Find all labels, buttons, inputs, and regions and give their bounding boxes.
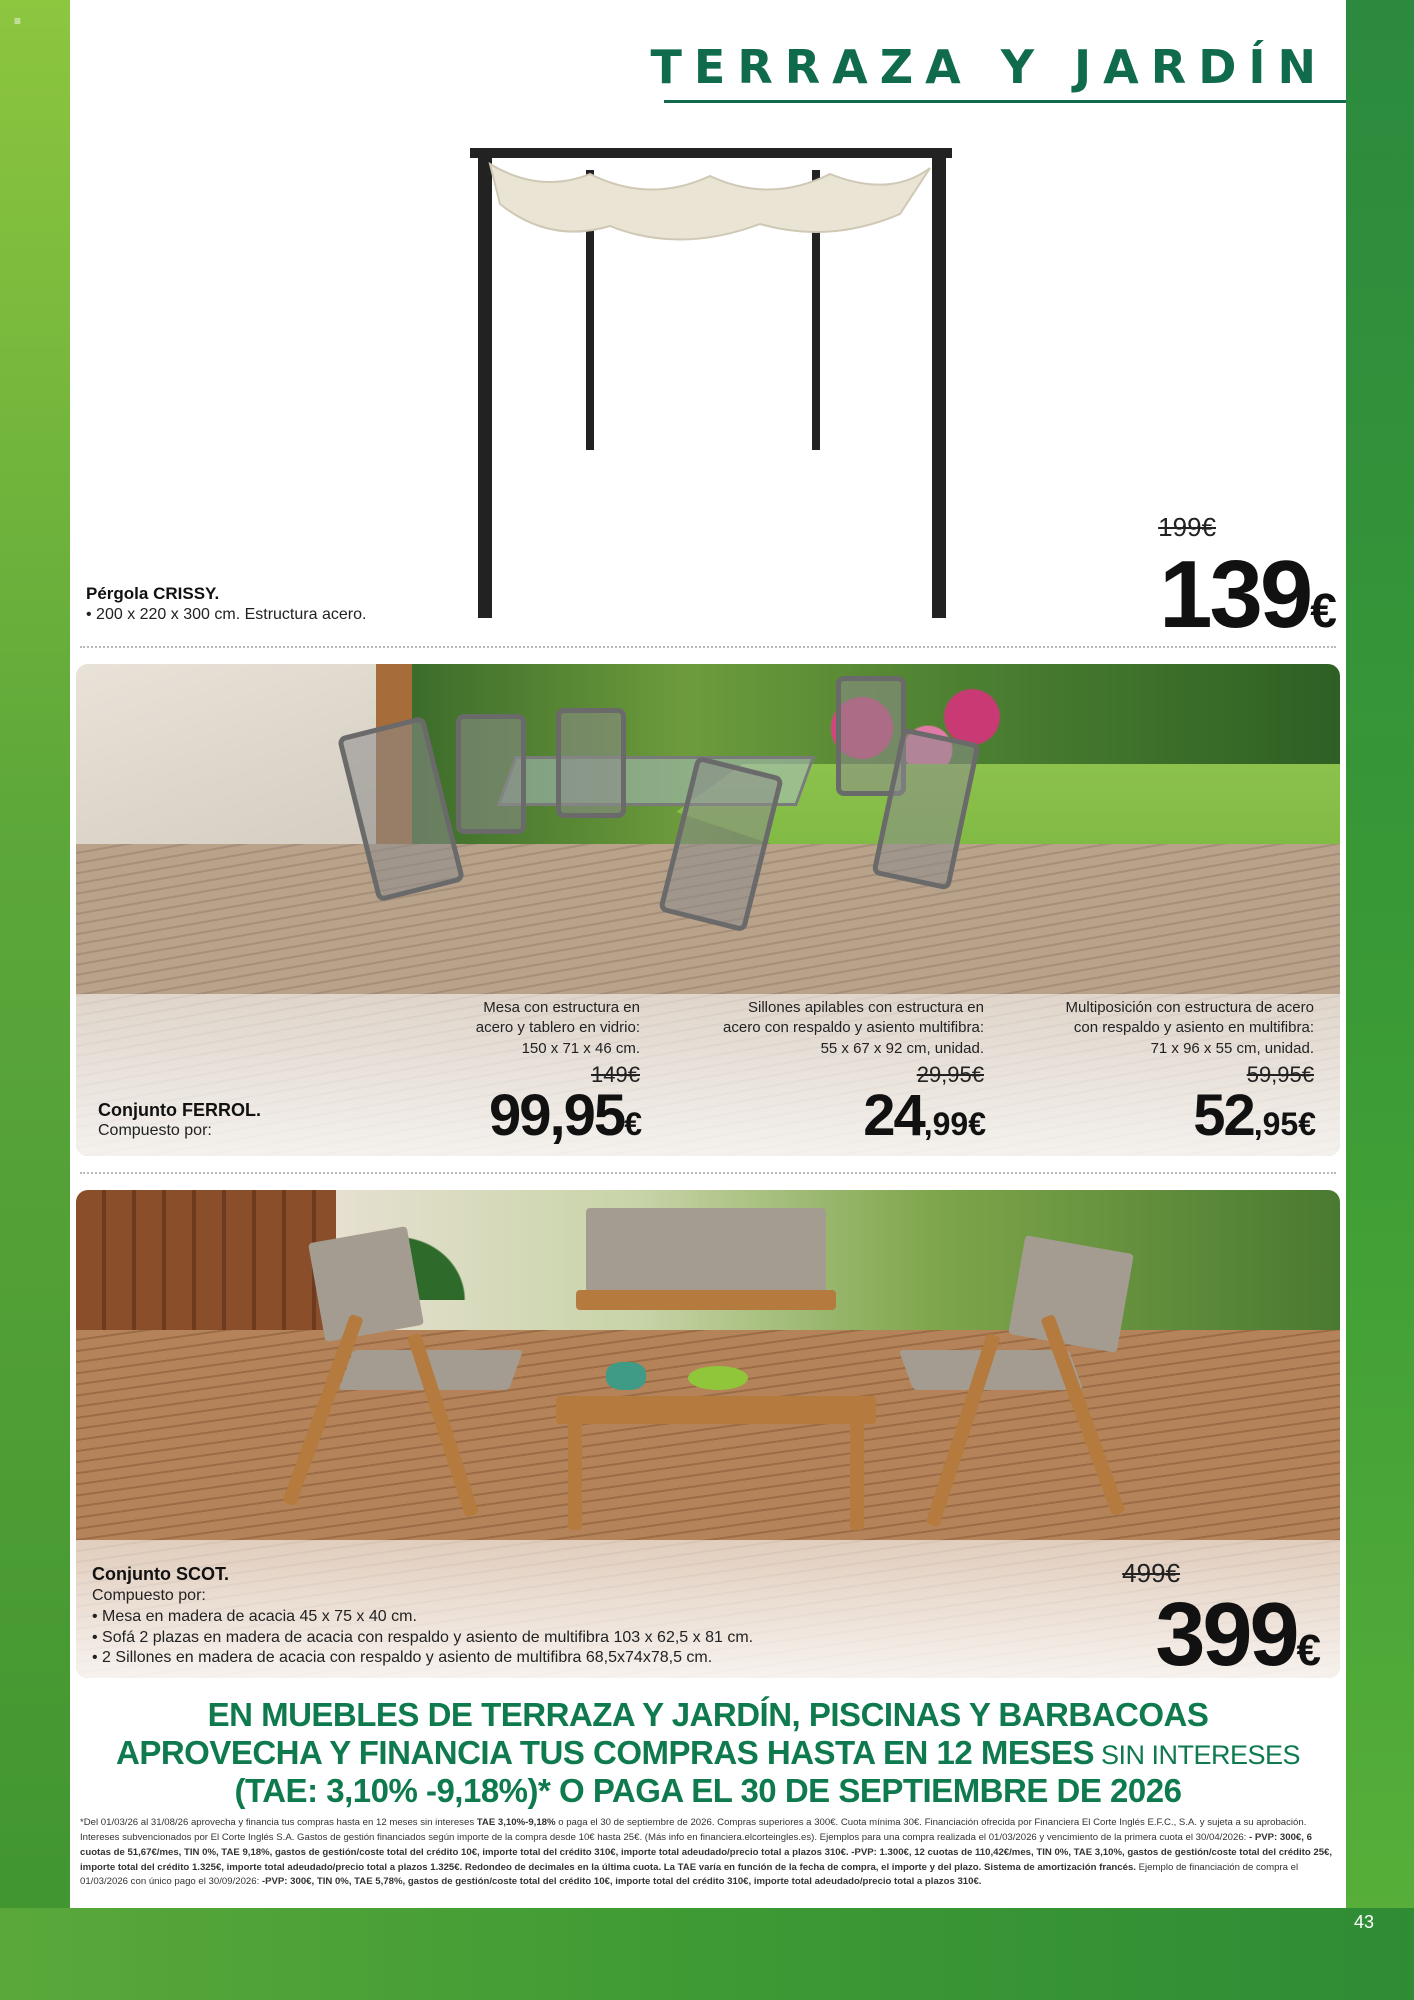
scot-sofa-back [586,1208,826,1298]
ferrol-table-desc [476,998,640,1059]
ferrol-chair-old-price: 29,95€ [916,1062,984,1087]
legal-part: o paga el 30 de septiembre de 2026. Compras superiores a 300€. Cuota mínima 30€. Financiación ofrecida por Financiera El Corte Inglés E.F.C., S.A. y sujeta a su aprobación. Intereses subvencionados por El Corte Inglés S.A. Gastos de gestión financiados según importe de la compra desde 10€ hasta 25€. (Más info en financiera.elcorteingles.es). Ejemplos para una compra realizada el 01/03/2026 y vencimiento de la primera cuota el 30/04/2026: [80,1817,1307,1843]
legal-part: -PVP: 300€, TIN 0%, TAE 5,78%, gastos de gestión/coste total del crédito 10€, importe total del crédito 310€, importe total adeudado/precio total a plazos 310€. [261,1876,982,1888]
legal-part: Ejemplo de financiación de compra el 01/03/2026 con único pago el 30/09/2026: [80,1861,1299,1888]
page-number: 43 [1353,1912,1374,1932]
bottom-green-border [0,1908,1414,2000]
price-euro: € [624,1106,640,1142]
promo-line-2-bold: APROVECHA Y FINANCIA TUS COMPRAS HASTA EN 12 MESES [115,1734,1094,1771]
ferrol-multipos-price [1193,1082,1314,1149]
desc-line: 150 x 71 x 46 cm. [521,1039,640,1057]
desc-line: acero con respaldo y asiento multifibra: [723,1019,984,1037]
scot-price-main: 399 [1155,1585,1297,1678]
ferrol-multipos-desc [1066,998,1314,1059]
scot-table-top [556,1396,876,1424]
ferrol-panel [76,664,1340,1156]
legal-part: TAE 3,10%-9,18% [476,1817,556,1828]
catalog-page [70,0,1346,1908]
scot-price [1155,1584,1318,1678]
desc-line: con respaldo y asiento en multifibra: [1073,1019,1314,1037]
scot-name: Conjunto SCOT. [92,1564,229,1584]
ferrol-chair [456,714,526,834]
pergola-canopy [480,154,940,274]
ferrol-chair-desc [723,998,984,1059]
price-cents: ,99 [923,1106,969,1142]
section-title: TERRAZA Y JARDÍN [650,40,1328,94]
crissy-price-euro: € [1310,585,1334,638]
menu-icon[interactable]: ≡ [14,14,22,28]
scot-price-euro: € [1296,1626,1318,1675]
desc-line: acero y tablero en vidrio: [475,1019,640,1037]
crissy-price [1159,540,1334,650]
scot-line: • 2 Sillones en madera de acacia con respaldo y asiento de multifibra 68,5x74x78,5 cm. [92,1649,713,1667]
promo-line-2-light: SIN INTERESES [1093,1740,1301,1770]
desc-line: Mesa con estructura en [483,999,640,1016]
scot-subtitle: Compuesto por: [92,1587,206,1604]
divider-2 [80,1172,1336,1174]
scot-old-price: 499€ [1122,1558,1180,1588]
price-int: 99,95 [489,1083,625,1148]
pergola-image [470,140,1030,620]
crissy-name: Pérgola CRISSY. [86,584,220,603]
scot-table-leg [568,1420,582,1530]
scot-line: • Sofá 2 plazas en madera de acacia con respaldo y asiento de multifibra 103 x 62,5 x 81 cm. [92,1628,754,1646]
desc-line: Multiposición con estructura de acero [1065,999,1314,1016]
legal-text [80,1816,1336,1890]
ferrol-chair-price [863,1082,984,1149]
crissy-old-price: 199€ [1158,512,1216,542]
scot-cup [606,1362,646,1390]
left-green-border [0,0,70,2000]
promo-line-2 [70,1734,1346,1772]
price-int: 52 [1193,1083,1254,1148]
price-cents: ,95 [1253,1106,1299,1142]
scot-chair-back [1008,1235,1134,1353]
ferrol-subtitle: Compuesto por: [98,1122,212,1139]
scot-chair-back [308,1226,424,1342]
ferrol-name: Conjunto FERROL. [98,1100,261,1120]
right-green-border [1344,0,1414,2000]
divider-1 [80,646,1336,648]
price-int: 24 [863,1083,924,1148]
promo-line-3: (TAE: 3,10% -9,18%)* O PAGA EL 30 DE SEPTIEMBRE DE 2026 [234,1772,1182,1809]
ferrol-table-old-price: 149€ [591,1062,640,1087]
scot-line: • Mesa en madera de acacia 45 x 75 x 40 cm. [92,1607,417,1625]
legal-part: *Del 01/03/26 al 31/08/26 aprovecha y financia tus compras hasta en 12 meses sin intereses [80,1817,477,1828]
scot-table-leg [850,1420,864,1530]
ferrol-table-price [489,1082,640,1149]
scot-fruit-bowl [688,1366,748,1390]
scot-sofa-frame [576,1290,836,1310]
ferrol-chair [556,708,626,818]
ferrol-multipos-old-price: 59,95€ [1246,1062,1314,1087]
price-euro: € [1298,1106,1314,1142]
desc-line: 55 x 67 x 92 cm, unidad. [820,1039,984,1057]
scot-panel [76,1190,1340,1678]
desc-line: Sillones apilables con estructura en [748,999,984,1016]
legal-part: - PVP: 300€, 6 cuotas de 51,67€/mes, TIN 0%, TAE 9,18%, gastos de gestión/coste total del crédito 10€, importe total del crédito 310€, importe total adeudado/precio total a plazos 310€. -PVP: 1.300€, 12 cuotas de 110,42€/mes, TIN 0%, TAE 3,10%, gastos de gestión/coste total del crédito 25€, importe total del crédito 1.325€, importe total adeudado/precio total a plazos 1.325€. Redondeo de decimales en la última cuota. La TAE varía en función de la fecha de compra, el importe y del plazo. Sistema de amortización francés. [80,1831,1333,1873]
price-euro: € [968,1106,984,1142]
promo-line-1: EN MUEBLES DE TERRAZA Y JARDÍN, PISCINAS Y BARBACOAS [207,1696,1209,1733]
scot-description [92,1586,753,1669]
crissy-price-main: 139 [1159,541,1311,648]
crissy-spec: • 200 x 220 x 300 cm. Estructura acero. [86,606,367,623]
desc-line: 71 x 96 x 55 cm, unidad. [1150,1039,1314,1057]
title-underline [664,100,1346,103]
